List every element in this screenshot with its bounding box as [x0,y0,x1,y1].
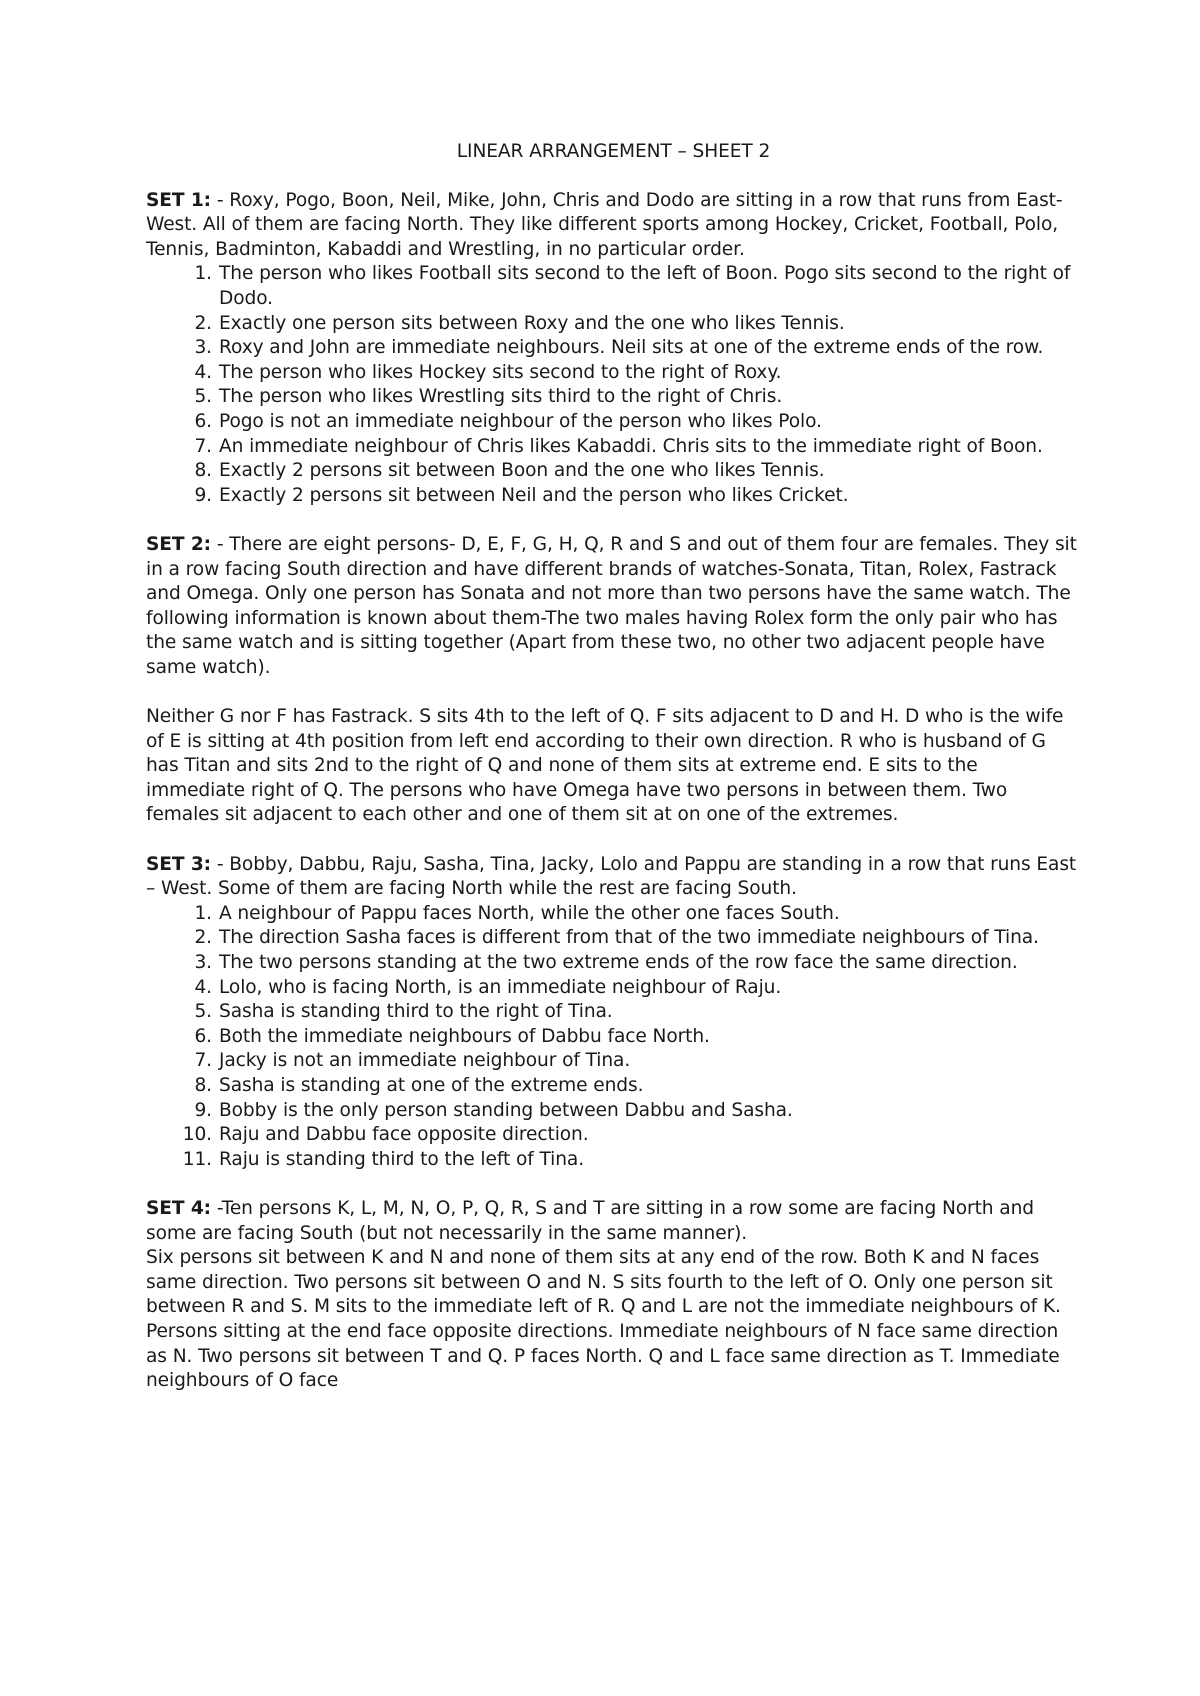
list-item [146,484,1081,509]
list-item-text: The two persons standing at the two extreme ends of the row face the same direction. [219,952,1018,973]
list-item-number: 11. [182,1148,212,1170]
set-1-intro [146,189,1081,263]
list-item [146,926,1081,951]
list-item-text: A neighbour of Pappu faces North, while the other one faces South. [219,902,840,924]
list-item [146,1025,1081,1050]
list-item-text: The direction Sasha faces is different from that of the two immediate neighbours of Tina. [219,927,1039,949]
document-page [146,140,1081,1394]
set-4-paragraph: Six persons sit between K and N and none of them sits at any end of the row. Both K and N faces same direction. Two persons sit between O and N. S sits fourth to the left of O. Only one person sit between R and S. M sits to the immediate left of R. Q and L are not the immediate neighbours of K. Persons sitting at the end face opposite directions. Immediate neighbours of N face same direction as N. Two persons sit between T and Q. P faces North. Q and L face same direction as T. Immediate neighbours of O face [146,1247,1061,1392]
list-item-text: The person who likes Hockey sits second to the right of Roxy. [219,361,782,383]
list-item [146,312,1081,337]
list-item [146,459,1081,484]
set-4-label: SET 4: [146,1197,212,1219]
paragraph-gap [146,680,1081,705]
set-1-label: SET 1: [146,189,212,211]
list-item [146,1000,1081,1025]
list-item-number: 5. [194,1001,212,1023]
set-2-intro [146,533,1081,681]
list-item [146,1049,1081,1074]
list-item-number: 8. [194,1074,212,1096]
set-4-intro-text: -Ten persons K, L, M, N, O, P, Q, R, S and T are sitting in a row some are facing North and some are facing South (but not necessarily in the same manner). [146,1197,1034,1244]
list-item-number: 7. [194,435,212,457]
list-item-text: Bobby is the only person standing between Dabbu and Sasha. [219,1099,793,1121]
list-item-number: 2. [194,312,212,334]
set-2-label: SET 2: [146,533,212,555]
list-item [146,262,1081,311]
list-item-number: 7. [194,1050,212,1072]
list-item-text: Pogo is not an immediate neighbour of the person who likes Polo. [219,410,822,432]
set-3 [146,853,1081,1173]
list-item [146,976,1081,1001]
set-3-list [146,902,1081,1173]
list-item-number: 9. [194,1099,212,1121]
list-item-number: 3. [194,952,212,973]
list-item-number: 5. [194,386,212,408]
set-1-list [146,262,1081,508]
list-item [146,951,1081,976]
list-item [146,435,1081,460]
list-item-number: 1. [194,902,212,924]
list-item-text: Raju and Dabbu face opposite direction. [219,1124,589,1146]
list-item-text: Exactly 2 persons sit between Boon and the one who likes Tennis. [219,460,825,482]
list-item-number: 4. [194,976,212,998]
set-3-label: SET 3: [146,853,212,875]
set-2-paragraph: Neither G nor F has Fastrack. S sits 4th to the left of Q. F sits adjacent to D and H. D who is the wife of E is sitting at 4th position from left end according to their own direction. R who is husband of G has Titan and sits 2nd to the right of Q and none of them sits at extreme end. E sits to the immediate right of Q. The persons who have Omega have two persons in between them. Two females sit adjacent to each other and one of them sit at on one of the extremes. [146,706,1064,826]
set-4 [146,1197,1081,1394]
list-item-number: 4. [194,361,212,383]
list-item-text: Both the immediate neighbours of Dabbu face North. [219,1025,710,1047]
list-item [146,902,1081,927]
list-item-text: Exactly one person sits between Roxy and the one who likes Tennis. [219,312,845,334]
set-4-intro [146,1197,1081,1246]
set-1 [146,189,1081,509]
list-item [146,1099,1081,1124]
set-3-intro-text: - Bobby, Dabbu, Raju, Sasha, Tina, Jacky, Lolo and Pappu are standing in a row that runs East – West. Some of them are facing North while the rest are facing South. [146,853,1077,900]
list-item-text: Roxy and John are immediate neighbours. Neil sits at one of the extreme ends of the row. [219,337,1044,359]
paragraph-gap [146,1172,1081,1197]
list-item [146,336,1081,361]
list-item-text: Jacky is not an immediate neighbour of Tina. [219,1050,631,1072]
list-item-text: Sasha is standing at one of the extreme ends. [219,1074,644,1096]
list-item-text: The person who likes Football sits second to the left of Boon. Pogo sits second to the right of Dodo. [219,263,1071,309]
list-item-number: 3. [194,337,212,359]
list-item-number: 8. [194,460,212,482]
set-2-intro-text: - There are eight persons- D, E, F, G, H, Q, R and S and out of them four are females. They sit in a row facing South direction and have different brands of watches-Sonata, Titan, Rolex, Fastrack and Omega. Only one person has Sonata and not more than two persons have the same watch. The following information is known about them-The two males having Rolex form the only pair who has the same watch and is sitting together (Apart from these two, no other two adjacent people have same watch). [146,533,1077,678]
list-item [146,361,1081,386]
list-item [146,385,1081,410]
set-2 [146,533,1081,828]
list-item-text: Lolo, who is facing North, is an immediate neighbour of Raju. [219,976,782,998]
paragraph-gap [146,508,1081,533]
list-item [146,410,1081,435]
list-item-number: 1. [194,263,212,285]
list-item-text: Raju is standing third to the left of Tina. [219,1148,585,1170]
list-item-number: 9. [194,484,212,506]
list-item-text: An immediate neighbour of Chris likes Kabaddi. Chris sits to the immediate right of Boon. [219,435,1043,457]
set-3-intro [146,853,1081,902]
list-item-number: 6. [194,410,212,432]
list-item-number: 10. [182,1124,212,1146]
list-item [146,1148,1081,1173]
list-item [146,1074,1081,1099]
document-title: LINEAR ARRANGEMENT – SHEET 2 [456,141,771,162]
list-item-number: 2. [194,927,212,949]
list-item-text: The person who likes Wrestling sits third to the right of Chris. [219,386,783,408]
list-item-number: 6. [194,1025,212,1047]
list-item-text: Sasha is standing third to the right of Tina. [219,1001,613,1023]
paragraph-gap [146,828,1081,853]
list-item [146,1123,1081,1148]
list-item-text: Exactly 2 persons sit between Neil and the person who likes Cricket. [219,484,849,506]
set-1-intro-text: - Roxy, Pogo, Boon, Neil, Mike, John, Chris and Dodo are sitting in a row that runs from East-West. All of them are facing North. They like different sports among Hockey, Cricket, Football, Polo, Tennis, Badminton, Kabaddi and Wrestling, in no particular order. [146,189,1063,260]
